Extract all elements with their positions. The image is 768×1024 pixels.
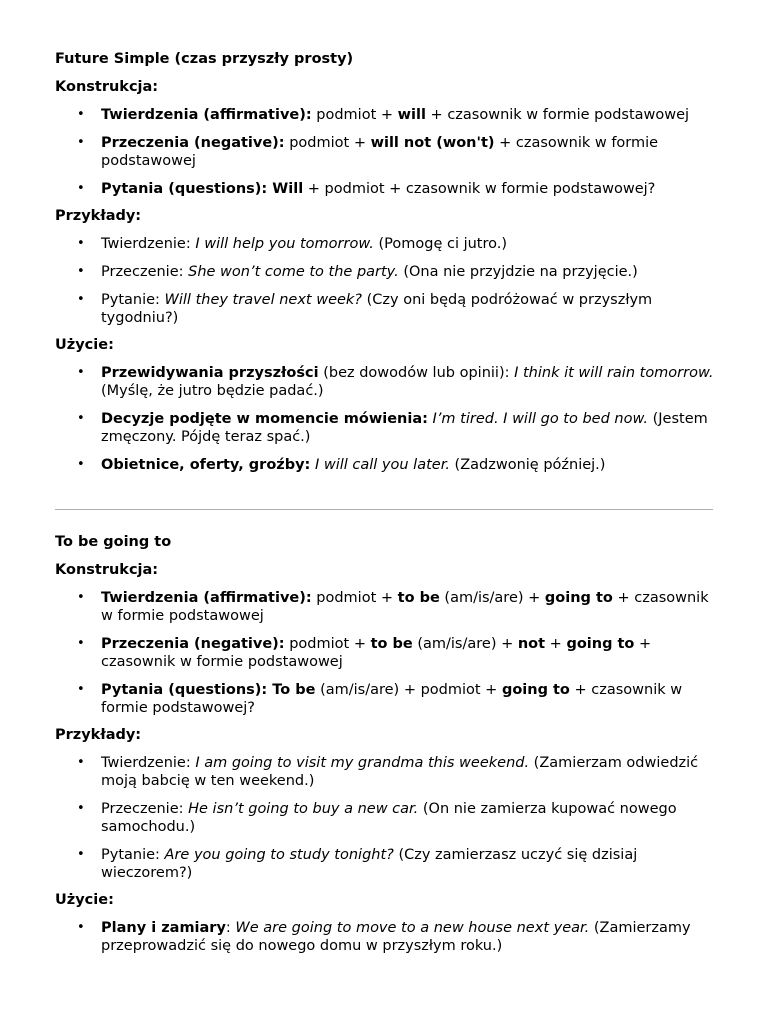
usage-label: Decyzje podjęte w momencie mówienia: <box>101 411 428 427</box>
usage-label: Przewidywania przyszłości <box>101 365 319 381</box>
item-text: podmiot + <box>311 590 398 606</box>
usage-list <box>55 364 715 474</box>
example-prefix: Przeczenie: <box>101 801 189 817</box>
example-item-negative <box>55 800 715 836</box>
usage-item-promises <box>55 456 715 474</box>
bullet-icon: • <box>77 236 85 251</box>
construction-list <box>55 589 715 717</box>
item-label: Przeczenia (negative): <box>101 636 285 652</box>
usage-sentence: I think it will rain tomorrow. <box>514 365 714 381</box>
item-label: Pytania (questions): Will <box>101 181 304 197</box>
usage-label: Obietnice, oferty, groźby: <box>101 457 311 473</box>
item-keyword: will not (won't) <box>370 135 495 151</box>
bullet-icon: • <box>77 920 85 935</box>
usage-list <box>55 919 715 955</box>
item-text: (am/is/are) + <box>439 590 545 606</box>
usage-translation: (Jestem zmęczony. Pójdę teraz spać.) <box>101 411 708 445</box>
usage-heading: Użycie: <box>55 892 114 908</box>
examples-heading: Przykłady: <box>55 727 142 743</box>
examples-heading: Przykłady: <box>55 208 142 224</box>
bullet-icon: • <box>77 135 85 150</box>
item-text: (am/is/are) + <box>412 636 518 652</box>
example-sentence: Are you going to study tonight? <box>164 847 394 863</box>
item-text: + czasownik w formie podstawowej <box>101 135 659 169</box>
construction-item-affirmative <box>55 589 715 625</box>
example-item-affirmative <box>55 754 715 790</box>
item-keyword: to be <box>397 590 440 606</box>
construction-list <box>55 106 715 198</box>
item-text: + czasownik w formie podstawowej <box>101 590 709 624</box>
construction-item-affirmative <box>55 106 715 124</box>
item-text: + czasownik w formie podstawowej? <box>101 682 683 716</box>
usage-note: : <box>225 920 236 936</box>
usage-sentence: I will call you later. <box>314 457 450 473</box>
construction-item-negative <box>55 635 715 671</box>
usage-sentence: I’m tired. I will go to bed now. <box>432 411 649 427</box>
example-prefix: Pytanie: <box>101 292 165 308</box>
usage-translation: (Myślę, że jutro będzie padać.) <box>101 383 324 399</box>
item-text: + czasownik w formie podstawowej <box>101 636 652 670</box>
going-to-section <box>55 533 715 964</box>
example-sentence: She won’t come to the party. <box>188 264 399 280</box>
bullet-icon: • <box>77 181 85 196</box>
usage-item-decisions <box>55 410 715 446</box>
item-keyword: going to <box>566 636 635 652</box>
examples-list <box>55 754 715 882</box>
usage-label: Plany i zamiary <box>101 920 226 936</box>
item-keyword: will <box>397 107 426 123</box>
section-title: Future Simple (czas przyszły prosty) <box>55 51 354 67</box>
bullet-icon: • <box>77 107 85 122</box>
bullet-icon: • <box>77 292 85 307</box>
example-prefix: Twierdzenie: <box>101 755 196 771</box>
item-label: Pytania (questions): To be <box>101 682 316 698</box>
item-text: podmiot + <box>284 636 371 652</box>
item-keyword: going to <box>501 682 570 698</box>
bullet-icon: • <box>77 847 85 862</box>
example-translation: (On nie zamierza kupować nowego samochodu.) <box>101 801 677 835</box>
usage-item-plans <box>55 919 715 955</box>
item-text: + <box>545 636 567 652</box>
examples-list <box>55 235 715 327</box>
section-title: To be going to <box>55 534 172 550</box>
construction-heading: Konstrukcja: <box>55 562 159 578</box>
bullet-icon: • <box>77 682 85 697</box>
example-item-question <box>55 291 715 327</box>
item-keyword: not <box>517 636 546 652</box>
bullet-icon: • <box>77 457 85 472</box>
example-prefix: Pytanie: <box>101 847 165 863</box>
usage-note: (bez dowodów lub opinii): <box>318 365 515 381</box>
example-item-question <box>55 846 715 882</box>
item-keyword: going to <box>544 590 613 606</box>
bullet-icon: • <box>77 755 85 770</box>
bullet-icon: • <box>77 365 85 380</box>
item-text: podmiot + <box>311 107 398 123</box>
item-label: Przeczenia (negative): <box>101 135 285 151</box>
construction-item-negative <box>55 134 715 170</box>
example-sentence: I will help you tomorrow. <box>195 236 374 252</box>
usage-heading: Użycie: <box>55 337 114 353</box>
construction-heading: Konstrukcja: <box>55 79 159 95</box>
item-label: Twierdzenia (affirmative): <box>101 107 312 123</box>
item-label: Twierdzenia (affirmative): <box>101 590 312 606</box>
construction-item-question <box>55 681 715 717</box>
bullet-icon: • <box>77 411 85 426</box>
item-keyword: to be <box>370 636 413 652</box>
example-sentence: Will they travel next week? <box>164 292 363 308</box>
example-sentence: I am going to visit my grandma this weekend. <box>195 755 530 771</box>
example-prefix: Twierdzenie: <box>101 236 196 252</box>
example-prefix: Przeczenie: <box>101 264 189 280</box>
example-item-affirmative <box>55 235 715 253</box>
future-simple-section <box>55 50 715 483</box>
example-item-negative <box>55 263 715 281</box>
bullet-icon: • <box>77 636 85 651</box>
bullet-icon: • <box>77 801 85 816</box>
example-translation: (Czy zamierzasz uczyć się dzisiaj wieczorem?) <box>101 847 638 881</box>
bullet-icon: • <box>77 264 85 279</box>
item-text: + czasownik w formie podstawowej <box>425 107 690 123</box>
item-text: podmiot + <box>284 135 371 151</box>
example-translation: (Zamierzam odwiedzić moją babcię w ten weekend.) <box>101 755 699 789</box>
example-translation: (Ona nie przyjdzie na przyjęcie.) <box>398 264 638 280</box>
construction-item-question <box>55 180 715 198</box>
example-sentence: He isn’t going to buy a new car. <box>188 801 419 817</box>
example-translation: (Czy oni będą podróżować w przyszłym tygodniu?) <box>101 292 653 326</box>
item-text: (am/is/are) + podmiot + <box>315 682 502 698</box>
usage-item-predictions <box>55 364 715 400</box>
example-translation: (Pomogę ci jutro.) <box>373 236 508 252</box>
usage-sentence: We are going to move to a new house next year. <box>235 920 590 936</box>
item-text: + podmiot + czasownik w formie podstawowej? <box>303 181 656 197</box>
section-divider <box>55 509 713 510</box>
usage-translation: (Zamierzamy przeprowadzić się do nowego domu w przyszłym roku.) <box>101 920 691 954</box>
usage-translation: (Zadzwonię później.) <box>449 457 606 473</box>
bullet-icon: • <box>77 590 85 605</box>
